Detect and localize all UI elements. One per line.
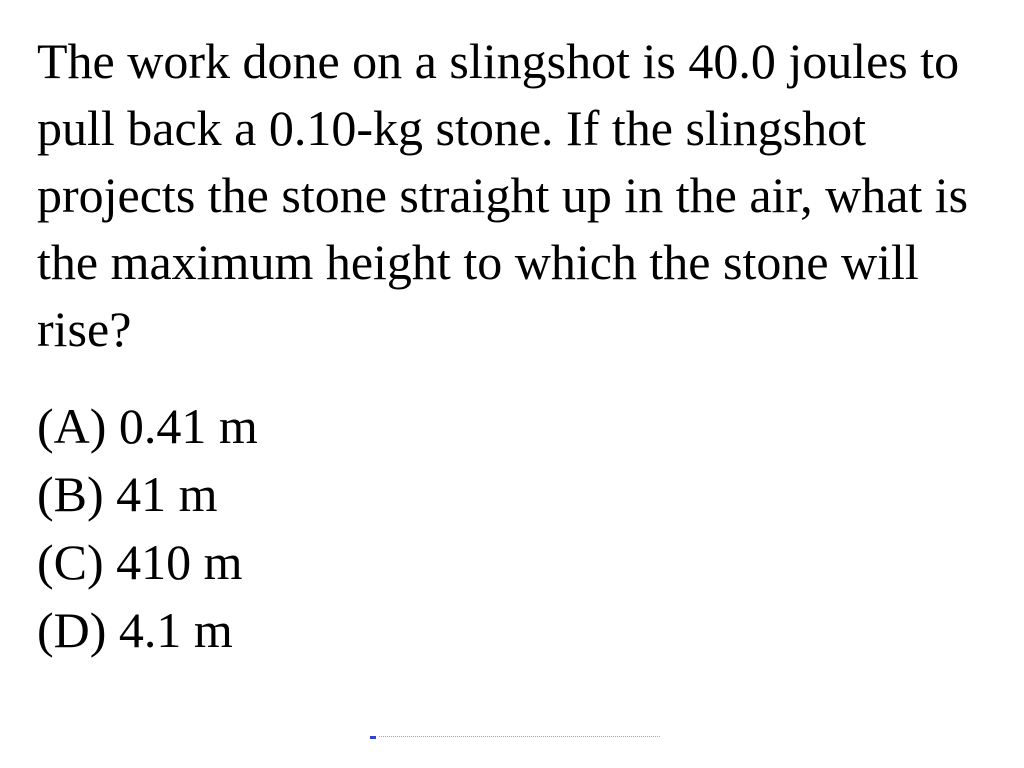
- option-d: (D) 4.1 m: [37, 602, 233, 658]
- answer-options: [37, 392, 258, 664]
- footer-link[interactable]: [370, 732, 660, 742]
- option-a: (A) 0.41 m: [37, 398, 258, 454]
- footer-link-dots: [379, 736, 660, 738]
- question-text: The work done on a slingshot is 40.0 joules to pull back a 0.10-kg stone. If the slingshot projects the stone straight up in the air, what is the maximum height to which the stone will rise?: [37, 33, 969, 357]
- option-c: (C) 410 m: [37, 534, 243, 590]
- footer-link-marker: [370, 736, 376, 739]
- option-b: (B) 41 m: [37, 466, 218, 522]
